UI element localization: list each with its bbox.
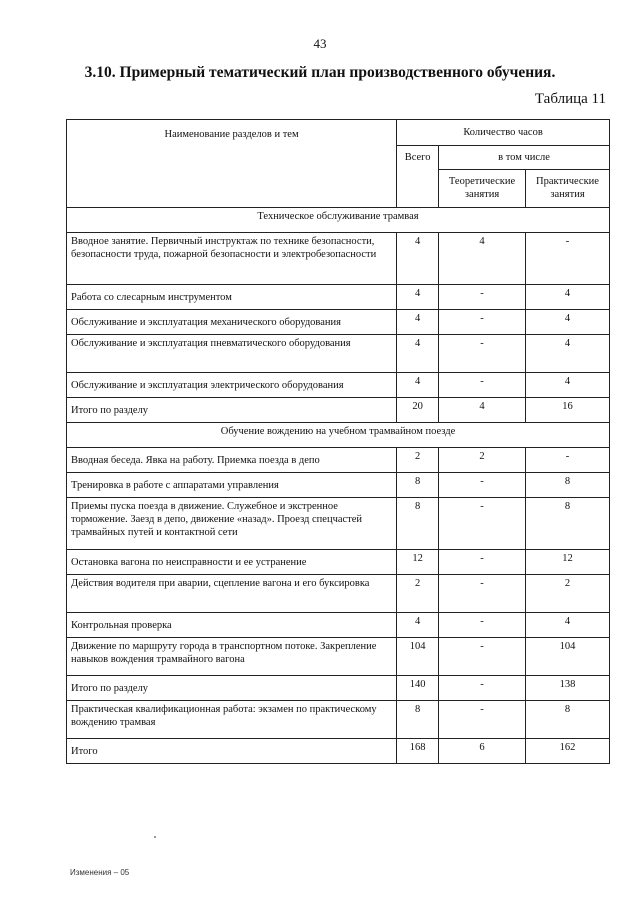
table-row (67, 676, 610, 701)
row-total: 4 (397, 233, 439, 285)
table-row (67, 498, 610, 550)
header-theory: Теоретические занятия (439, 170, 526, 208)
row-total: 20 (397, 398, 439, 423)
row-practice: - (526, 448, 610, 473)
row-practice: 138 (526, 676, 610, 701)
row-name: Приемы пуска поезда в движение. Служебное и экстренное торможение. Заезд в депо, движение «назад». Проезд спецчастей трамвайных путей и контактной сети (67, 498, 397, 550)
row-name: Тренировка в работе с аппаратами управления (67, 473, 397, 498)
table-row (67, 285, 610, 310)
row-total: 12 (397, 550, 439, 575)
row-practice: 8 (526, 498, 610, 550)
row-name: Обслуживание и эксплуатация механического оборудования (67, 310, 397, 335)
footer-note: Изменения – 05 (70, 868, 130, 877)
row-practice: 104 (526, 638, 610, 676)
row-name: Итого по разделу (67, 398, 397, 423)
row-practice: 4 (526, 613, 610, 638)
row-theory: - (439, 310, 526, 335)
document-title: 3.10. Примерный тематический план производственного обучения. (84, 64, 556, 81)
row-theory: 4 (439, 233, 526, 285)
section-header-row (67, 423, 610, 448)
header-row-1 (67, 120, 610, 146)
row-theory: 2 (439, 448, 526, 473)
row-name: Действия водителя при аварии, сцепление вагона и его буксировка (67, 575, 397, 613)
row-practice: 162 (526, 739, 610, 764)
row-practice: 4 (526, 310, 610, 335)
row-name: Работа со слесарным инструментом (67, 285, 397, 310)
table-label: Таблица 11 (534, 91, 606, 107)
row-total: 168 (397, 739, 439, 764)
table-row (67, 233, 610, 285)
row-practice: 4 (526, 335, 610, 373)
row-theory: - (439, 701, 526, 739)
row-theory: 4 (439, 398, 526, 423)
row-practice: 12 (526, 550, 610, 575)
table-row (67, 373, 610, 398)
row-theory: - (439, 373, 526, 398)
scan-speck (154, 836, 156, 838)
row-practice: 8 (526, 701, 610, 739)
table-row (67, 739, 610, 764)
row-name: Остановка вагона по неисправности и ее устранение (67, 550, 397, 575)
row-total: 8 (397, 701, 439, 739)
row-name: Движение по маршруту города в транспортном потоке. Закрепление навыков вождения трамвайного вагона (67, 638, 397, 676)
row-theory: - (439, 498, 526, 550)
row-name: Контрольная проверка (67, 613, 397, 638)
row-total: 8 (397, 473, 439, 498)
row-name: Итого по разделу (67, 676, 397, 701)
row-theory: - (439, 473, 526, 498)
row-total: 8 (397, 498, 439, 550)
row-practice: 4 (526, 285, 610, 310)
row-name: Итого (67, 739, 397, 764)
row-total: 140 (397, 676, 439, 701)
table-row (67, 398, 610, 423)
row-name: Обслуживание и эксплуатация пневматического оборудования (67, 335, 397, 373)
section-title: Техническое обслуживание трамвая (67, 208, 610, 233)
row-name: Практическая квалификационная работа: экзамен по практическому вождению трамвая (67, 701, 397, 739)
header-including: в том числе (439, 146, 610, 170)
header-sections: Наименование разделов и тем (67, 120, 397, 208)
row-theory: - (439, 613, 526, 638)
table-row (67, 448, 610, 473)
table-row (67, 575, 610, 613)
row-theory: - (439, 285, 526, 310)
table-row (67, 310, 610, 335)
row-theory: 6 (439, 739, 526, 764)
row-name: Вводное занятие. Первичный инструктаж по технике безопасности, безопасности труда, пожарной безопасности и электробезопасности (67, 233, 397, 285)
table-row (67, 473, 610, 498)
table-row (67, 613, 610, 638)
header-hours: Количество часов (397, 120, 610, 146)
row-theory: - (439, 676, 526, 701)
row-name: Обслуживание и эксплуатация электрического оборудования (67, 373, 397, 398)
thematic-plan-table (66, 119, 610, 764)
table-row (67, 550, 610, 575)
row-practice: 16 (526, 398, 610, 423)
row-theory: - (439, 335, 526, 373)
row-practice: 4 (526, 373, 610, 398)
header-total: Всего (397, 146, 439, 208)
row-practice: 8 (526, 473, 610, 498)
table-row (67, 335, 610, 373)
section-title: Обучение вождению на учебном трамвайном поезде (67, 423, 610, 448)
row-total: 4 (397, 285, 439, 310)
row-total: 2 (397, 448, 439, 473)
row-total: 4 (397, 310, 439, 335)
row-total: 2 (397, 575, 439, 613)
row-total: 4 (397, 335, 439, 373)
section-header-row (67, 208, 610, 233)
row-total: 4 (397, 613, 439, 638)
header-practice: Практические занятия (526, 170, 610, 208)
row-theory: - (439, 575, 526, 613)
row-name: Вводная беседа. Явка на работу. Приемка поезда в депо (67, 448, 397, 473)
row-practice: - (526, 233, 610, 285)
row-total: 4 (397, 373, 439, 398)
row-total: 104 (397, 638, 439, 676)
row-theory: - (439, 550, 526, 575)
table-row (67, 701, 610, 739)
row-practice: 2 (526, 575, 610, 613)
page-number: 43 (313, 36, 327, 51)
table-row (67, 638, 610, 676)
row-theory: - (439, 638, 526, 676)
